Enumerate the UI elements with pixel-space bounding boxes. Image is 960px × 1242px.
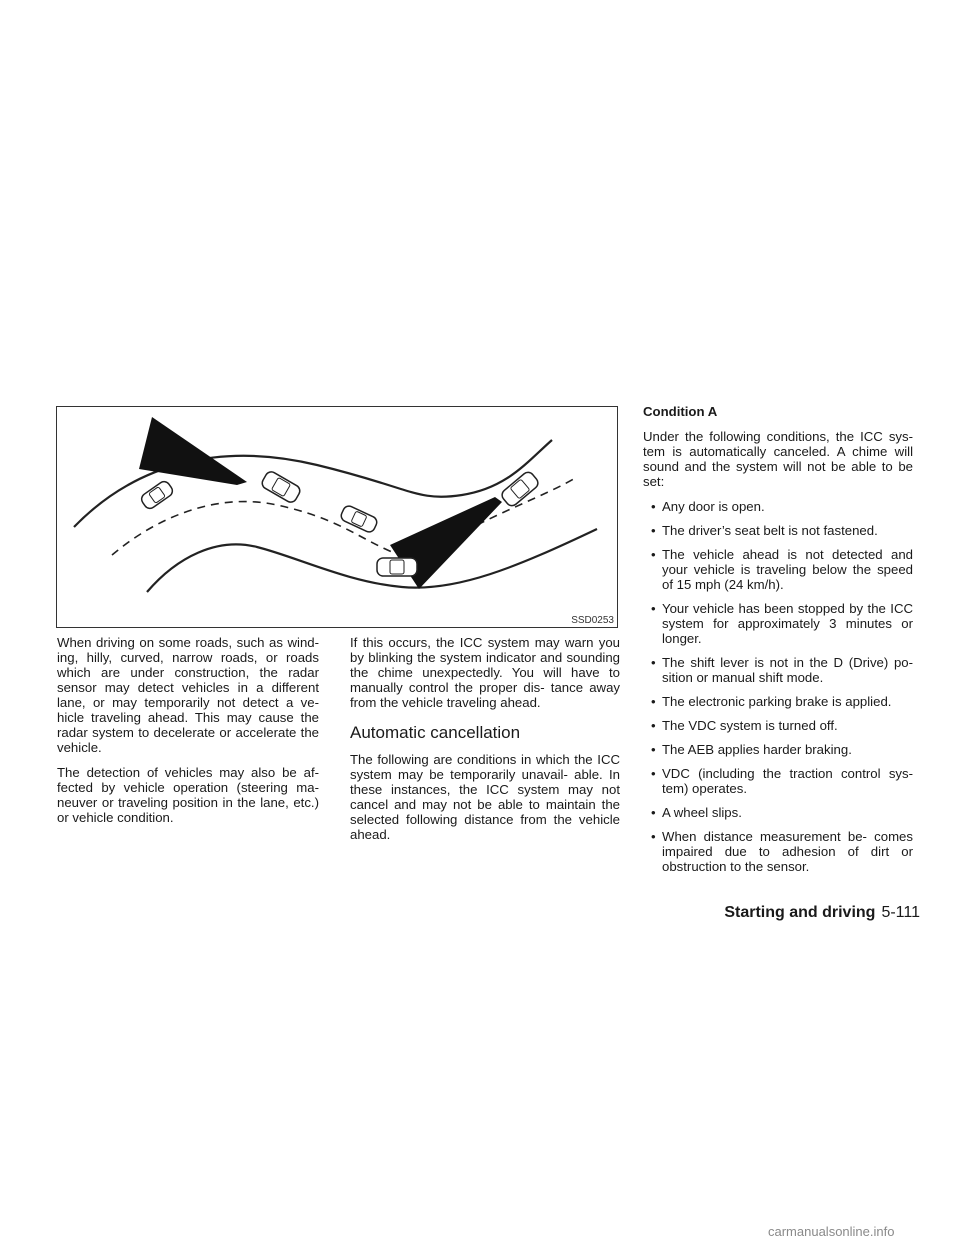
list-item: • The driver’s seat belt is not fastened.: [651, 523, 878, 538]
column-3: [643, 404, 913, 883]
radar-beam-upper: [139, 417, 247, 485]
curved-road-diagram: [57, 407, 617, 627]
list-item: • The AEB applies harder braking.: [651, 742, 852, 757]
page-footer: [724, 904, 920, 922]
list-item: • Your vehicle has been stopped by the ICC system for approximately 3 minutes or longer.: [651, 601, 913, 646]
paragraph: If this occurs, the ICC system may warn you by blinking the system indicator and sounding the chime unexpectedly. You will have to manually control the proper dis- tance away from the vehicle traveling ahead.: [350, 635, 620, 710]
page-number: 5-111: [881, 904, 920, 921]
subheading: Condition A: [643, 404, 718, 419]
list-item: • A wheel slips.: [651, 805, 742, 820]
car-left: [139, 479, 174, 510]
condition-list: [643, 499, 913, 874]
car-middle: [339, 504, 378, 534]
list-item: • The electronic parking brake is applied.: [651, 694, 892, 709]
car-right: [500, 470, 541, 508]
radar-detection-illustration: [56, 406, 618, 628]
list-item: • Any door is open.: [651, 499, 765, 514]
paragraph: The detection of vehicles may also be af- fected by vehicle operation (steering ma- neuver or traveling position in the lane, etc.) or vehicle condition.: [57, 765, 319, 825]
paragraph: When driving on some roads, such as wind- ing, hilly, curved, narrow roads, or roads which are under construction, the radar sensor may detect vehicles in a different lane, or may temporarily not detect a ve- hicle traveling ahead. This may cause the radar system to decelerate or accelerate the vehicle.: [57, 635, 319, 755]
section-heading: Automatic cancellation: [350, 723, 521, 742]
list-item: • VDC (including the traction control sys- tem) operates.: [651, 766, 913, 796]
footer-section-title: Starting and driving: [724, 904, 876, 921]
watermark[interactable]: carmanualsonline.info: [768, 1224, 895, 1239]
list-item: • The shift lever is not in the D (Drive) po- sition or manual shift mode.: [651, 655, 913, 685]
column-1: [57, 635, 319, 835]
car-ego-upper: [260, 470, 302, 505]
figure-code: SSD0253: [571, 615, 614, 626]
list-item: • The VDC system is turned off.: [651, 718, 838, 733]
paragraph: Under the following conditions, the ICC sys- tem is automatically canceled. A chime will sound and the system will not be able to be set:: [643, 429, 913, 489]
column-2: [350, 635, 620, 852]
car-ego-lower: [377, 558, 417, 576]
paragraph: The following are conditions in which the ICC system may be temporarily unavail- able. In these instances, the ICC system may not cancel and may not be able to maintain the selected following distance from the vehicle ahead.: [350, 752, 620, 842]
list-item: • When distance measurement be- comes impaired due to adhesion of dirt or obstruction to the sensor.: [651, 829, 913, 874]
list-item: • The vehicle ahead is not detected and your vehicle is traveling below the speed of 15 mph (24 km/h).: [651, 547, 913, 592]
